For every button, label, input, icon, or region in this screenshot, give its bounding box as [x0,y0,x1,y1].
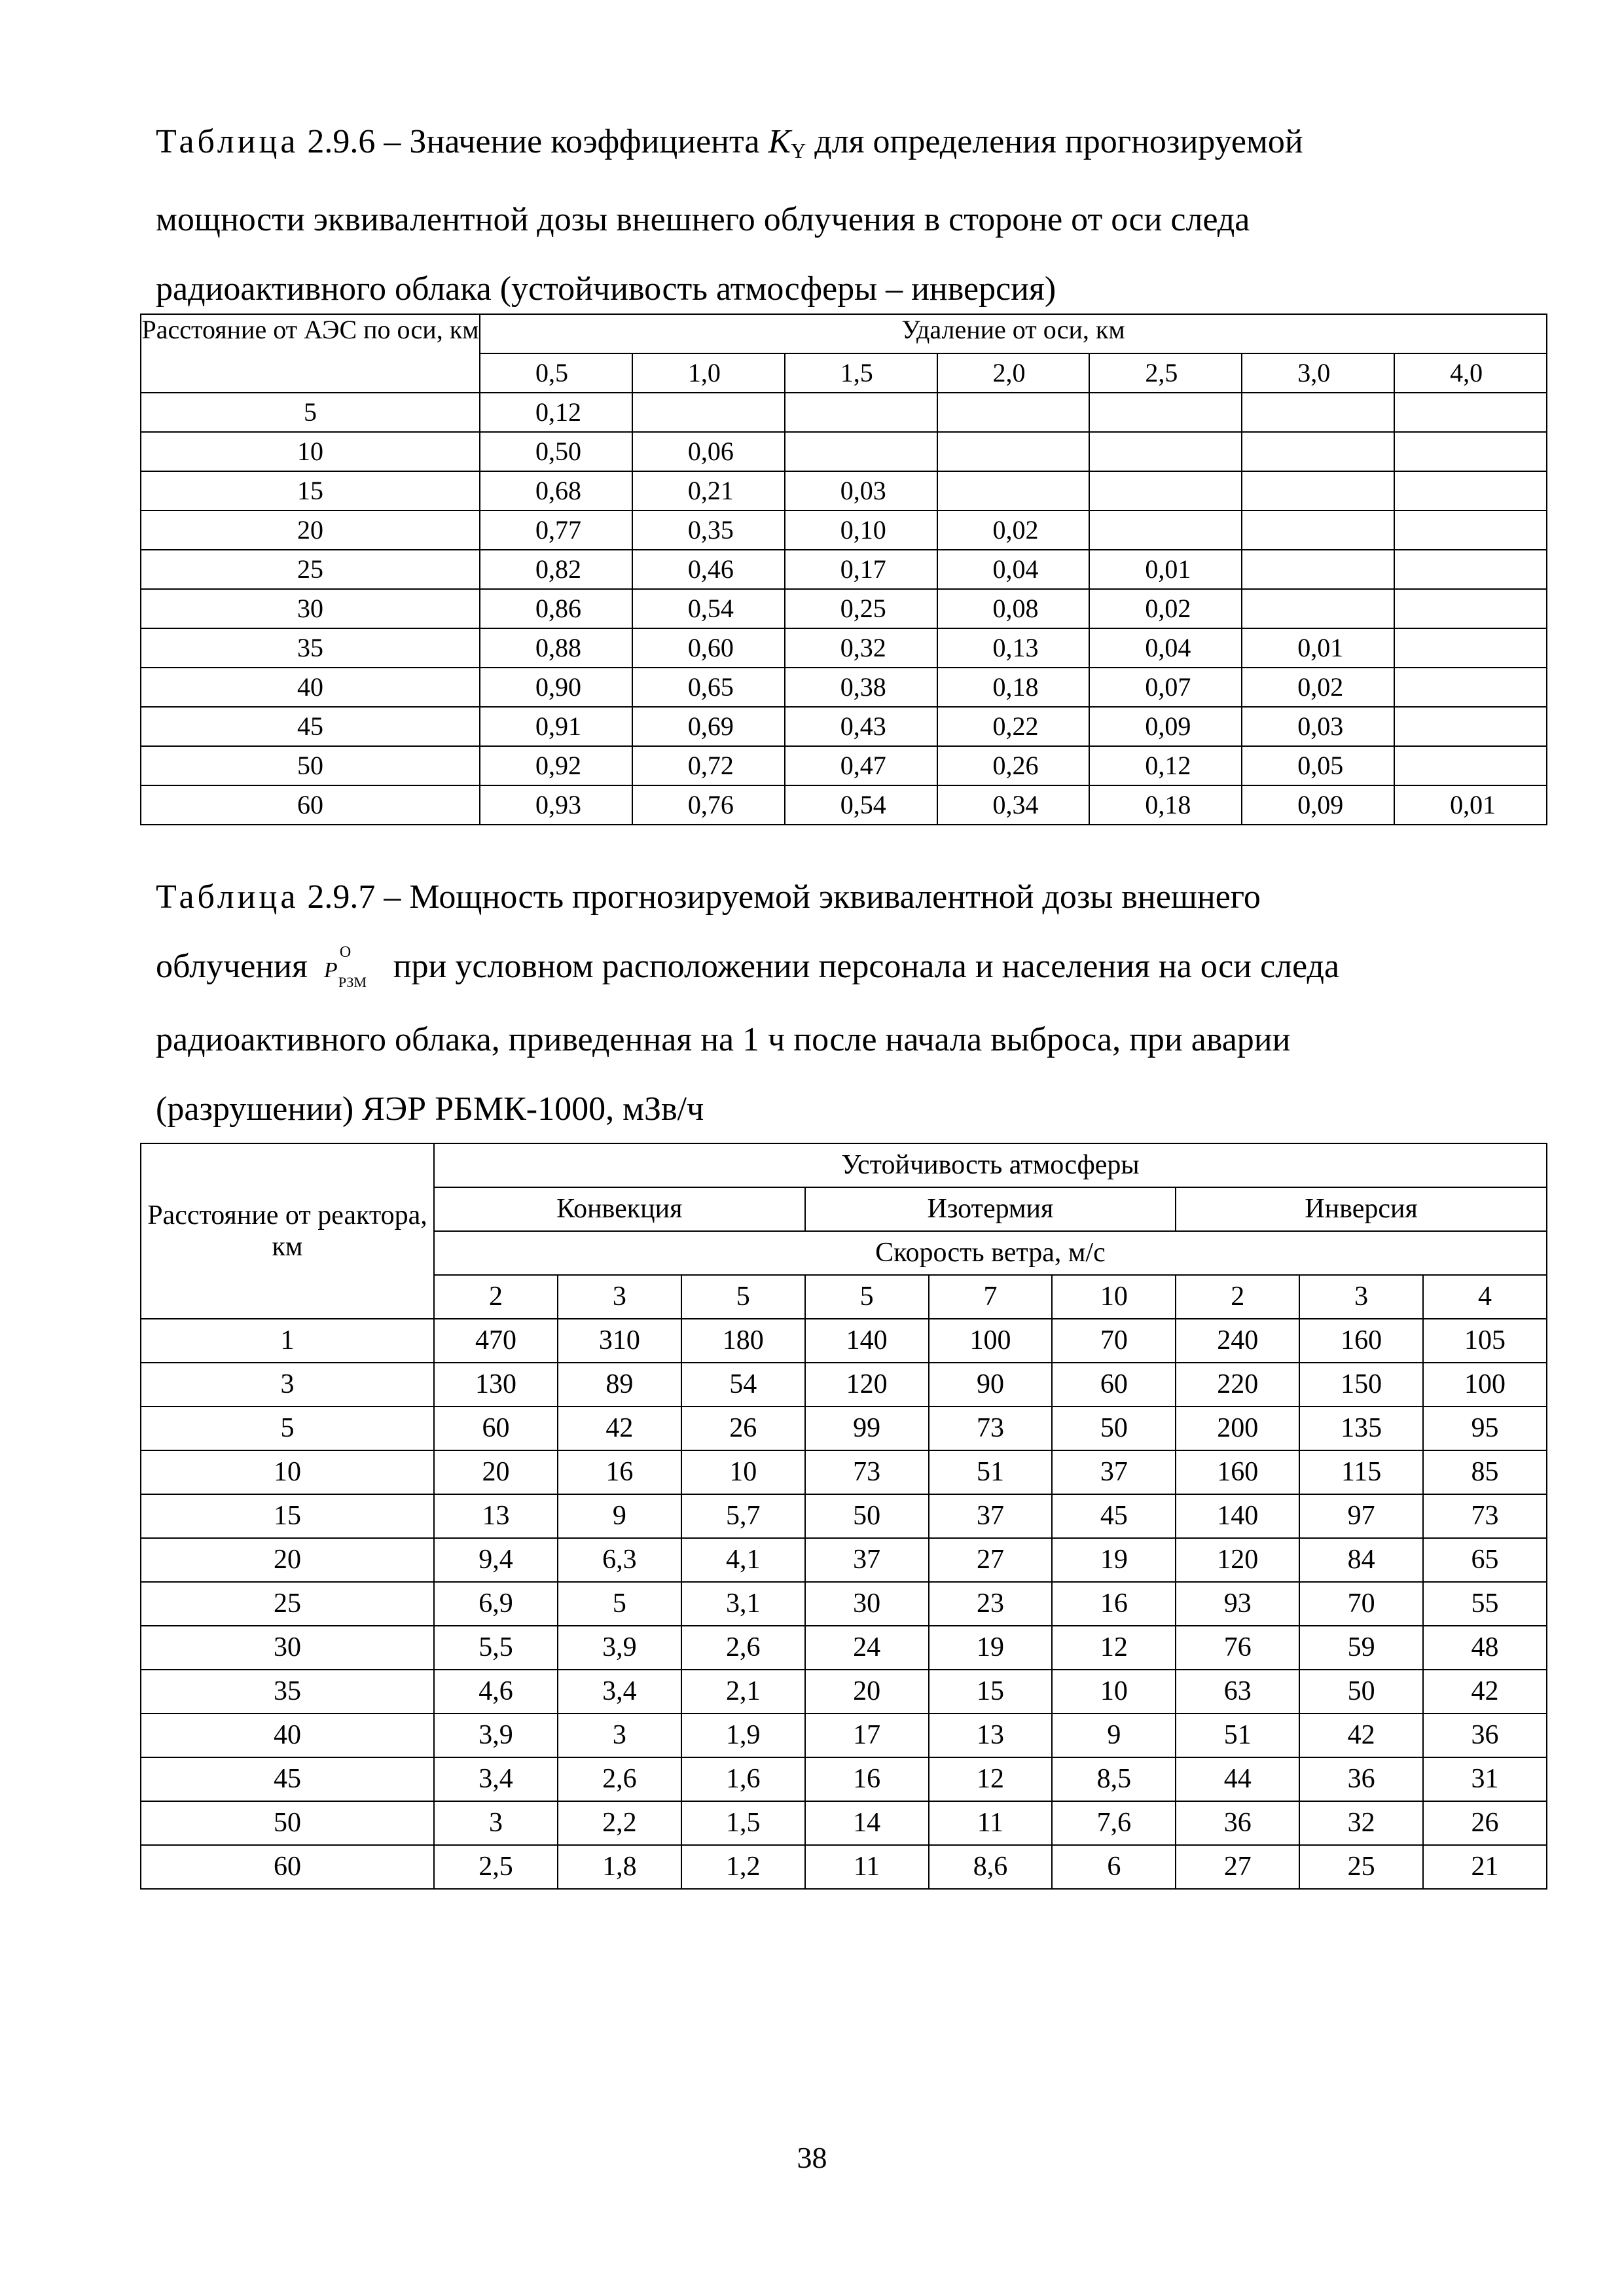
distance-cell: 30 [141,1626,434,1670]
dose-rate-cell: 73 [929,1407,1053,1450]
dose-rate-cell: 3,9 [558,1626,681,1670]
coefficient-cell: 0,34 [937,785,1090,825]
coefficient-cell: 0,35 [632,511,785,550]
dose-rate-cell: 21 [1423,1845,1547,1889]
offset-column-header: 1,5 [785,353,937,393]
coefficient-cell: 0,04 [937,550,1090,589]
coefficient-cell [1394,511,1547,550]
dose-rate-cell: 11 [929,1801,1053,1845]
dose-rate-cell: 51 [929,1450,1053,1494]
coefficient-cell: 0,17 [785,550,937,589]
dose-rate-cell: 63 [1176,1670,1299,1713]
stability-group-header: Конвекция [434,1187,805,1231]
table-row [141,1713,1547,1757]
dose-rate-cell: 50 [805,1494,929,1538]
dose-rate-cell: 3 [558,1713,681,1757]
coefficient-cell: 0,60 [632,628,785,668]
coefficient-cell: 0,12 [480,393,632,432]
dose-rate-cell: 9 [1052,1713,1176,1757]
dose-rate-cell: 3,9 [434,1713,558,1757]
table2-caption-line3: радиоактивного облака, приведенная на 1 ч после начала выброса, при аварии [156,1021,1291,1058]
coefficient-cell: 0,47 [785,746,937,785]
table-row [141,1845,1547,1889]
distance-header: Расстояние от АЭС по оси, км [141,314,480,393]
distance-cell: 10 [141,1450,434,1494]
wind-speed-cell: 2 [434,1275,558,1319]
stability-group-header: Изотермия [805,1187,1176,1231]
offset-header: Удаление от оси, км [480,314,1547,353]
distance-cell: 15 [141,471,480,511]
dose-rate-cell: 3,1 [681,1582,805,1626]
dose-rate-cell: 85 [1423,1450,1547,1494]
distance-cell: 45 [141,1757,434,1801]
dose-rate-cell: 20 [434,1450,558,1494]
coefficient-cell [937,471,1090,511]
dose-rate-cell: 12 [929,1757,1053,1801]
coefficient-cell [1089,432,1242,471]
dose-rate-cell: 26 [1423,1801,1547,1845]
distance-cell: 10 [141,432,480,471]
dose-rate-cell: 160 [1176,1450,1299,1494]
dose-rate-cell: 6,9 [434,1582,558,1626]
table-row [141,511,1547,550]
coefficient-cell: 0,54 [785,785,937,825]
coefficient-cell: 0,54 [632,589,785,628]
dose-rate-cell: 59 [1299,1626,1423,1670]
coefficient-cell [1242,511,1394,550]
dose-rate-cell: 2,5 [434,1845,558,1889]
table-row [141,746,1547,785]
coefficient-cell: 0,92 [480,746,632,785]
dose-rate-cell: 51 [1176,1713,1299,1757]
table2-caption-number: 2.9.7 [307,878,376,916]
dose-rate-cell: 37 [929,1494,1053,1538]
coefficient-cell [937,432,1090,471]
dose-rate-cell: 30 [805,1582,929,1626]
coefficient-cell: 0,72 [632,746,785,785]
coefficient-cell: 0,91 [480,707,632,746]
dose-rate-cell: 13 [929,1713,1053,1757]
dose-rate-cell: 42 [1423,1670,1547,1713]
dose-rate-cell: 13 [434,1494,558,1538]
table-row [141,471,1547,511]
coefficient-cell: 0,01 [1089,550,1242,589]
coefficient-cell: 0,65 [632,668,785,707]
dose-rate-cell: 200 [1176,1407,1299,1450]
dose-rate-cell: 12 [1052,1626,1176,1670]
distance-cell: 5 [141,1407,434,1450]
coefficient-cell: 0,04 [1089,628,1242,668]
coefficient-cell: 0,88 [480,628,632,668]
coefficient-cell: 0,46 [632,550,785,589]
wind-speed-cell: 3 [558,1275,681,1319]
distance-cell: 15 [141,1494,434,1538]
dose-rate-cell: 55 [1423,1582,1547,1626]
dose-rate-cell: 3,4 [434,1757,558,1801]
table-row [141,1538,1547,1582]
dose-rate-cell: 65 [1423,1538,1547,1582]
table1-caption-line1 [156,107,1511,185]
coefficient-cell [1242,393,1394,432]
dose-rate-cell: 15 [929,1670,1053,1713]
table2-caption-label: Таблица [156,878,299,916]
dose-rate-cell: 1,2 [681,1845,805,1889]
dose-rate-cell: 240 [1176,1319,1299,1363]
dose-rate-cell: 135 [1299,1407,1423,1450]
coefficient-cell [937,393,1090,432]
table2-caption [156,863,1511,1144]
distance-cell: 25 [141,550,480,589]
table-row [141,1319,1547,1363]
dose-rate-cell: 32 [1299,1801,1423,1845]
dose-rate-cell: 70 [1052,1319,1176,1363]
distance-cell: 5 [141,393,480,432]
dose-rate-cell: 95 [1423,1407,1547,1450]
dose-rate-cell: 160 [1299,1319,1423,1363]
coefficient-cell: 0,26 [937,746,1090,785]
table1-caption [156,107,1511,324]
table-row [141,1757,1547,1801]
table-row [141,707,1547,746]
dose-rate-cell: 2,6 [558,1757,681,1801]
dose-rate-cell: 19 [929,1626,1053,1670]
wind-speed-cell: 10 [1052,1275,1176,1319]
distance-cell: 40 [141,668,480,707]
dose-rate-cell: 44 [1176,1757,1299,1801]
dose-rate-cell: 50 [1052,1407,1176,1450]
coefficient-cell: 0,32 [785,628,937,668]
coefficient-cell [632,393,785,432]
coefficient-cell: 0,01 [1242,628,1394,668]
dose-rate-cell: 7,6 [1052,1801,1176,1845]
dose-rate-cell: 120 [1176,1538,1299,1582]
coefficient-cell [1394,707,1547,746]
dose-rate-cell: 17 [805,1713,929,1757]
distance-cell: 1 [141,1319,434,1363]
dose-rate-cell: 54 [681,1363,805,1407]
dose-rate-cell: 11 [805,1845,929,1889]
distance-cell: 30 [141,589,480,628]
table2-caption-line1 [156,863,1511,932]
dose-rate-cell: 220 [1176,1363,1299,1407]
dose-rate-cell: 36 [1176,1801,1299,1845]
coefficient-cell [1394,668,1547,707]
dose-rate-cell: 36 [1299,1757,1423,1801]
table1-caption-line3: радиоактивного облака (устойчивость атмосферы – инверсия) [156,270,1056,308]
distance-cell: 25 [141,1582,434,1626]
dose-rate-cell: 99 [805,1407,929,1450]
dose-rate-cell: 100 [1423,1363,1547,1407]
dose-rate-cell: 26 [681,1407,805,1450]
distance-cell: 20 [141,511,480,550]
table1-caption-prefix: – Значение коэффициента [384,123,768,160]
coefficient-cell: 0,10 [785,511,937,550]
dose-rate-cell: 115 [1299,1450,1423,1494]
coefficient-cell: 0,12 [1089,746,1242,785]
offset-column-header: 1,0 [632,353,785,393]
coefficient-cell: 0,77 [480,511,632,550]
dose-rate-cell: 50 [1299,1670,1423,1713]
wind-speed-cell: 7 [929,1275,1053,1319]
table-row [141,1450,1547,1494]
coefficient-cell: 0,09 [1242,785,1394,825]
coefficient-table [140,314,1547,825]
stability-header: Устойчивость атмосферы [434,1143,1547,1187]
dose-rate-cell: 14 [805,1801,929,1845]
dose-rate-cell: 10 [681,1450,805,1494]
table-row [141,668,1547,707]
dose-rate-cell: 76 [1176,1626,1299,1670]
table-row [141,1801,1547,1845]
dose-rate-cell: 93 [1176,1582,1299,1626]
coefficient-cell: 0,08 [937,589,1090,628]
coefficient-cell: 0,69 [632,707,785,746]
dose-rate-cell: 19 [1052,1538,1176,1582]
dose-rate-cell: 27 [1176,1845,1299,1889]
coefficient-cell: 0,21 [632,471,785,511]
dose-rate-cell: 8,6 [929,1845,1053,1889]
dose-rate-cell: 24 [805,1626,929,1670]
coefficient-cell: 0,43 [785,707,937,746]
dose-rate-table [140,1143,1547,1890]
table-row [141,1670,1547,1713]
dose-rate-cell: 16 [558,1450,681,1494]
dose-rate-cell: 1,5 [681,1801,805,1845]
table-row [141,1363,1547,1407]
dose-rate-cell: 130 [434,1363,558,1407]
dose-rate-cell: 31 [1423,1757,1547,1801]
coefficient-cell: 0,93 [480,785,632,825]
distance-cell: 60 [141,1845,434,1889]
dose-rate-cell: 2,1 [681,1670,805,1713]
dose-rate-cell: 3 [434,1801,558,1845]
table-row [141,1407,1547,1450]
dose-rate-cell: 25 [1299,1845,1423,1889]
dose-rate-cell: 1,6 [681,1757,805,1801]
offset-column-header: 4,0 [1394,353,1547,393]
dose-rate-cell: 60 [434,1407,558,1450]
dose-rate-cell: 10 [1052,1670,1176,1713]
table-row [141,628,1547,668]
wind-speed-cell: 2 [1176,1275,1299,1319]
dose-rate-cell: 23 [929,1582,1053,1626]
dose-rate-cell: 8,5 [1052,1757,1176,1801]
dose-rate-cell: 48 [1423,1626,1547,1670]
offset-column-header: 3,0 [1242,353,1394,393]
coefficient-cell: 0,01 [1394,785,1547,825]
distance-cell: 50 [141,746,480,785]
coefficient-cell [785,393,937,432]
dose-rate-cell: 20 [805,1670,929,1713]
coefficient-cell [1394,432,1547,471]
wind-speed-cell: 5 [805,1275,929,1319]
dose-rate-cell: 84 [1299,1538,1423,1582]
table-row [141,785,1547,825]
dose-rate-cell: 9 [558,1494,681,1538]
coefficient-cell [1394,628,1547,668]
coefficient-cell [1394,550,1547,589]
dose-rate-cell: 100 [929,1319,1053,1363]
offset-column-header: 0,5 [480,353,632,393]
dose-rate-cell: 37 [1052,1450,1176,1494]
dose-rate-cell: 16 [805,1757,929,1801]
table-row [141,393,1547,432]
dose-rate-cell: 89 [558,1363,681,1407]
dose-rate-cell: 180 [681,1319,805,1363]
coefficient-cell: 0,03 [1242,707,1394,746]
coefficient-cell: 0,68 [480,471,632,511]
dose-rate-cell: 4,1 [681,1538,805,1582]
dose-rate-cell: 27 [929,1538,1053,1582]
coefficient-cell: 0,06 [632,432,785,471]
coefficient-cell [1394,393,1547,432]
dose-rate-cell: 37 [805,1538,929,1582]
coefficient-cell [1089,393,1242,432]
dose-rate-cell: 2,6 [681,1626,805,1670]
dose-rate-cell: 73 [805,1450,929,1494]
dose-rate-symbol: P О РЗМ [323,944,367,990]
coefficient-cell: 0,76 [632,785,785,825]
coefficient-cell: 0,07 [1089,668,1242,707]
stability-group-header: Инверсия [1176,1187,1547,1231]
dose-rate-cell: 42 [1299,1713,1423,1757]
coefficient-cell [785,432,937,471]
coefficient-cell: 0,50 [480,432,632,471]
coefficient-cell: 0,05 [1242,746,1394,785]
dose-rate-cell: 97 [1299,1494,1423,1538]
coefficient-cell: 0,13 [937,628,1090,668]
table1-caption-line2: мощности эквивалентной дозы внешнего облучения в стороне от оси следа [156,201,1250,238]
coefficient-cell [1089,471,1242,511]
page-number: 38 [797,2141,827,2174]
table-row [141,432,1547,471]
coefficient-cell: 0,82 [480,550,632,589]
coefficient-cell: 0,86 [480,589,632,628]
coefficient-cell: 0,25 [785,589,937,628]
distance-cell: 50 [141,1801,434,1845]
table2-caption-title: – Мощность прогнозируемой эквивалентной дозы внешнего [384,878,1261,916]
offset-column-header: 2,0 [937,353,1090,393]
wind-speed-cell: 3 [1299,1275,1423,1319]
distance-cell: 35 [141,1670,434,1713]
table-row [141,1626,1547,1670]
table1-caption-label: Таблица [156,123,299,160]
coefficient-cell [1394,746,1547,785]
dose-rate-cell: 16 [1052,1582,1176,1626]
coefficient-cell: 0,38 [785,668,937,707]
dose-rate-cell: 60 [1052,1363,1176,1407]
dose-rate-cell: 6 [1052,1845,1176,1889]
table2-caption-line4: (разрушении) ЯЭР РБМК-1000, мЗв/ч [156,1090,704,1128]
coefficient-cell: 0,18 [1089,785,1242,825]
coefficient-cell [1242,432,1394,471]
dose-rate-cell: 70 [1299,1582,1423,1626]
dose-rate-cell: 470 [434,1319,558,1363]
distance-cell: 45 [141,707,480,746]
dose-rate-cell: 1,8 [558,1845,681,1889]
dose-rate-cell: 36 [1423,1713,1547,1757]
dose-rate-cell: 5,7 [681,1494,805,1538]
dose-rate-cell: 120 [805,1363,929,1407]
coefficient-cell: 0,02 [1242,668,1394,707]
coefficient-cell: 0,03 [785,471,937,511]
table2-caption-line2: облучения P О РЗМ при условном расположении персонала и населения на оси следа [156,932,1511,1005]
table-row [141,589,1547,628]
dose-rate-cell: 140 [805,1319,929,1363]
distance-cell: 40 [141,1713,434,1757]
dose-rate-cell: 1,9 [681,1713,805,1757]
dose-rate-cell: 105 [1423,1319,1547,1363]
dose-rate-cell: 3,4 [558,1670,681,1713]
dose-rate-cell: 5 [558,1582,681,1626]
table-row [141,1494,1547,1538]
dose-rate-cell: 90 [929,1363,1053,1407]
dose-rate-cell: 140 [1176,1494,1299,1538]
dose-rate-cell: 6,3 [558,1538,681,1582]
coefficient-cell: 0,02 [937,511,1090,550]
coefficient-cell: 0,22 [937,707,1090,746]
coefficient-symbol: $K_Y$ [768,123,806,162]
table1-caption-rest: для определения прогнозируемой [806,123,1303,160]
coefficient-cell [1242,589,1394,628]
coefficient-cell: 0,02 [1089,589,1242,628]
wind-speed-cell: 4 [1423,1275,1547,1319]
coefficient-cell [1242,471,1394,511]
dose-rate-cell: 4,6 [434,1670,558,1713]
dose-rate-cell: 73 [1423,1494,1547,1538]
coefficient-cell [1089,511,1242,550]
dose-rate-cell: 9,4 [434,1538,558,1582]
wind-speed-header: Скорость ветра, м/с [434,1231,1547,1275]
dose-rate-cell: 2,2 [558,1801,681,1845]
dose-rate-cell: 5,5 [434,1626,558,1670]
coefficient-cell: 0,18 [937,668,1090,707]
table-row [141,1582,1547,1626]
distance-cell: 35 [141,628,480,668]
table-row [141,550,1547,589]
dose-rate-cell: 310 [558,1319,681,1363]
dose-rate-cell: 150 [1299,1363,1423,1407]
wind-speed-cell: 5 [681,1275,805,1319]
reactor-distance-header: Расстояние от реактора, км [141,1143,434,1319]
distance-cell: 3 [141,1363,434,1407]
coefficient-cell [1242,550,1394,589]
coefficient-cell: 0,90 [480,668,632,707]
distance-cell: 20 [141,1538,434,1582]
table1-caption-number: 2.9.6 [307,123,376,160]
coefficient-cell [1394,589,1547,628]
offset-column-header: 2,5 [1089,353,1242,393]
distance-cell: 60 [141,785,480,825]
coefficient-cell: 0,09 [1089,707,1242,746]
dose-rate-cell: 45 [1052,1494,1176,1538]
coefficient-cell [1394,471,1547,511]
dose-rate-cell: 42 [558,1407,681,1450]
